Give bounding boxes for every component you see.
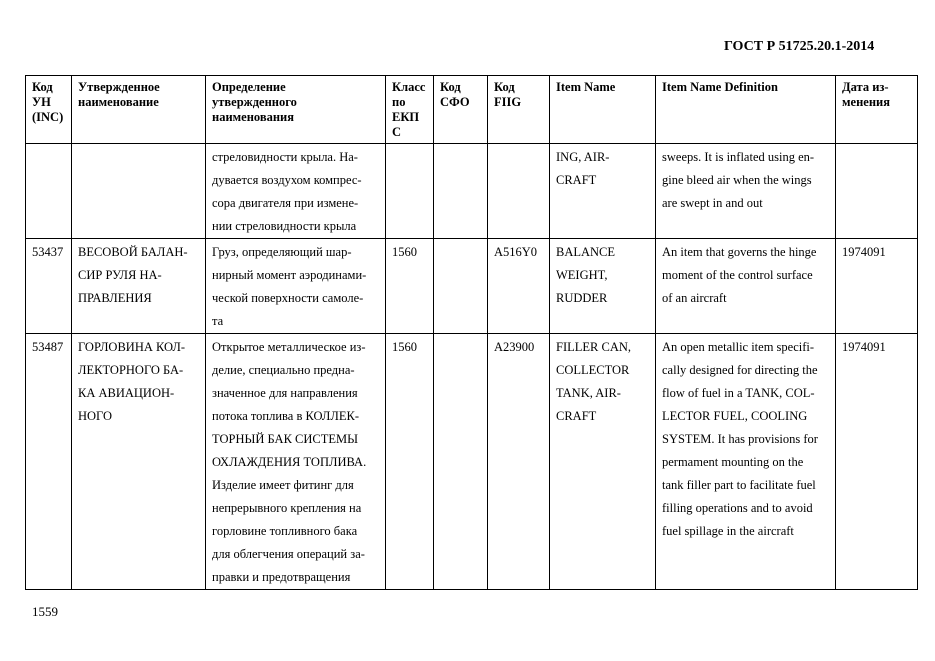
text-line: КА АВИАЦИОН- xyxy=(78,386,175,400)
text-line: Изделие имеет фитинг для xyxy=(212,478,354,492)
cell-item-name xyxy=(550,144,656,239)
table-row xyxy=(26,334,918,590)
text-line: нии стреловидности крыла xyxy=(212,219,357,233)
text-line: gine bleed air when the wings xyxy=(662,173,812,187)
text-line: стреловидности крыла. На- xyxy=(212,150,358,164)
text-line: sweeps. It is inflated using en- xyxy=(662,150,815,164)
cell-fiig: A23900 xyxy=(488,334,550,590)
text-line: по xyxy=(392,95,406,109)
text-line: CRAFT xyxy=(556,409,597,423)
text-line: (INC) xyxy=(32,110,64,124)
cell-definition xyxy=(206,239,386,334)
cell-sfo xyxy=(434,334,488,590)
text-line: TANK, AIR- xyxy=(556,386,621,400)
text-line: дувается воздухом компрес- xyxy=(212,173,362,187)
text-line: ВЕСОВОЙ БАЛАН- xyxy=(78,245,188,259)
text-line: flow of fuel in a TANK, COL- xyxy=(662,386,815,400)
text-line: значенное для направления xyxy=(212,386,358,400)
text-line: BALANCE xyxy=(556,245,616,259)
text-line: moment of the control surface xyxy=(662,268,813,282)
page-number: 1559 xyxy=(32,604,58,619)
text-line: наименование xyxy=(78,95,159,109)
text-line: ГОРЛОВИНА КОЛ- xyxy=(78,340,186,354)
cell-fiig xyxy=(488,144,550,239)
cell-approved-name xyxy=(72,239,206,334)
table-row xyxy=(26,144,918,239)
col-header-sfo xyxy=(434,76,488,144)
text-line: tank filler part to facilitate fuel xyxy=(662,478,816,492)
text-line: Дата из- xyxy=(842,80,889,94)
text-line: правки и предотвращения xyxy=(212,570,351,584)
text-line: потока топлива в КОЛЛЕК- xyxy=(212,409,360,423)
text-line: утвержденного xyxy=(212,95,297,109)
text-line: CRAFT xyxy=(556,173,597,187)
col-header-class xyxy=(386,76,434,144)
text-line: непрерывного крепления на xyxy=(212,501,362,515)
text-line: Открытое металлическое из- xyxy=(212,340,366,354)
text-line: Код xyxy=(32,80,53,94)
text-line: ческой поверхности самоле- xyxy=(212,291,364,305)
text-line: Класс xyxy=(392,80,426,94)
text-line: ING, AIR- xyxy=(556,150,610,164)
text-line: нирный момент аэродинами- xyxy=(212,268,367,282)
text-line: СИР РУЛЯ НА- xyxy=(78,268,162,282)
col-header-inc xyxy=(26,76,72,144)
document-header: ГОСТ Р 51725.20.1-2014 xyxy=(724,39,875,54)
cell-definition xyxy=(206,334,386,590)
col-header-item-name xyxy=(550,76,656,144)
text-line: Утвержденное xyxy=(78,80,160,94)
cell-item-name-definition xyxy=(656,334,836,590)
text-line: Определение xyxy=(212,80,286,94)
text-line: FILLER CAN, xyxy=(556,340,631,354)
cell-inc xyxy=(26,144,72,239)
cell-item-name xyxy=(550,239,656,334)
text-line: SYSTEM. It has provisions for xyxy=(662,432,818,446)
text-line: are swept in and out xyxy=(662,196,763,210)
text-line: для облегчения операций за- xyxy=(212,547,365,561)
text-line: сора двигателя при измене- xyxy=(212,196,359,210)
text-line: Код xyxy=(440,80,461,94)
text-line: COLLECTOR xyxy=(556,363,630,377)
text-line: Item Name xyxy=(556,80,616,94)
text-line: НОГО xyxy=(78,409,112,423)
text-line: УН xyxy=(32,95,51,109)
cell-approved-name xyxy=(72,334,206,590)
text-line: fuel spillage in the aircraft xyxy=(662,524,794,538)
text-line: cally designed for directing the xyxy=(662,363,818,377)
col-header-item-name-definition xyxy=(656,76,836,144)
text-line: LECTOR FUEL, COOLING xyxy=(662,409,808,423)
cell-item-name xyxy=(550,334,656,590)
cell-inc: 53487 xyxy=(26,334,72,590)
text-line: наименования xyxy=(212,110,295,124)
col-header-change-date xyxy=(836,76,918,144)
cell-inc: 53437 xyxy=(26,239,72,334)
cell-definition xyxy=(206,144,386,239)
cell-class xyxy=(386,144,434,239)
table-row xyxy=(26,239,918,334)
text-line: of an aircraft xyxy=(662,291,727,305)
text-line: ТОРНЫЙ БАК СИСТЕМЫ xyxy=(212,432,359,446)
cell-item-name-definition xyxy=(656,239,836,334)
col-header-fiig xyxy=(488,76,550,144)
text-line: FIIG xyxy=(494,95,522,109)
text-line: СФО xyxy=(440,95,470,109)
cell-approved-name xyxy=(72,144,206,239)
text-line: С xyxy=(392,125,402,139)
col-header-approved-name xyxy=(72,76,206,144)
text-line: ЛЕКТОРНОГО БА- xyxy=(78,363,184,377)
cell-class: 1560 xyxy=(386,334,434,590)
cell-sfo xyxy=(434,239,488,334)
cell-class: 1560 xyxy=(386,239,434,334)
text-line: ПРАВЛЕНИЯ xyxy=(78,291,152,305)
text-line: Код xyxy=(494,80,515,94)
text-line: ОХЛАЖДЕНИЯ ТОПЛИВА. xyxy=(212,455,367,469)
table-header-row xyxy=(26,76,918,144)
text-line: Груз, определяющий шар- xyxy=(212,245,352,259)
text-line: делие, специально предна- xyxy=(212,363,355,377)
text-line: ЕКП xyxy=(392,110,420,124)
text-line: WEIGHT, xyxy=(556,268,608,282)
cell-sfo xyxy=(434,144,488,239)
text-line: An item that governs the hinge xyxy=(662,245,817,259)
text-line: permament mounting on the xyxy=(662,455,804,469)
text-line: горловине топливного бака xyxy=(212,524,358,538)
cell-change-date xyxy=(836,144,918,239)
cell-fiig: A516Y0 xyxy=(488,239,550,334)
text-line: RUDDER xyxy=(556,291,608,305)
cell-change-date: 1974091 xyxy=(836,239,918,334)
cell-item-name-definition xyxy=(656,144,836,239)
text-line: An open metallic item specifi- xyxy=(662,340,815,354)
text-line: та xyxy=(212,314,224,328)
cell-change-date: 1974091 xyxy=(836,334,918,590)
text-line: менения xyxy=(842,95,890,109)
data-table xyxy=(25,75,918,590)
text-line: filling operations and to avoid xyxy=(662,501,813,515)
text-line: Item Name Definition xyxy=(662,80,778,94)
col-header-definition xyxy=(206,76,386,144)
